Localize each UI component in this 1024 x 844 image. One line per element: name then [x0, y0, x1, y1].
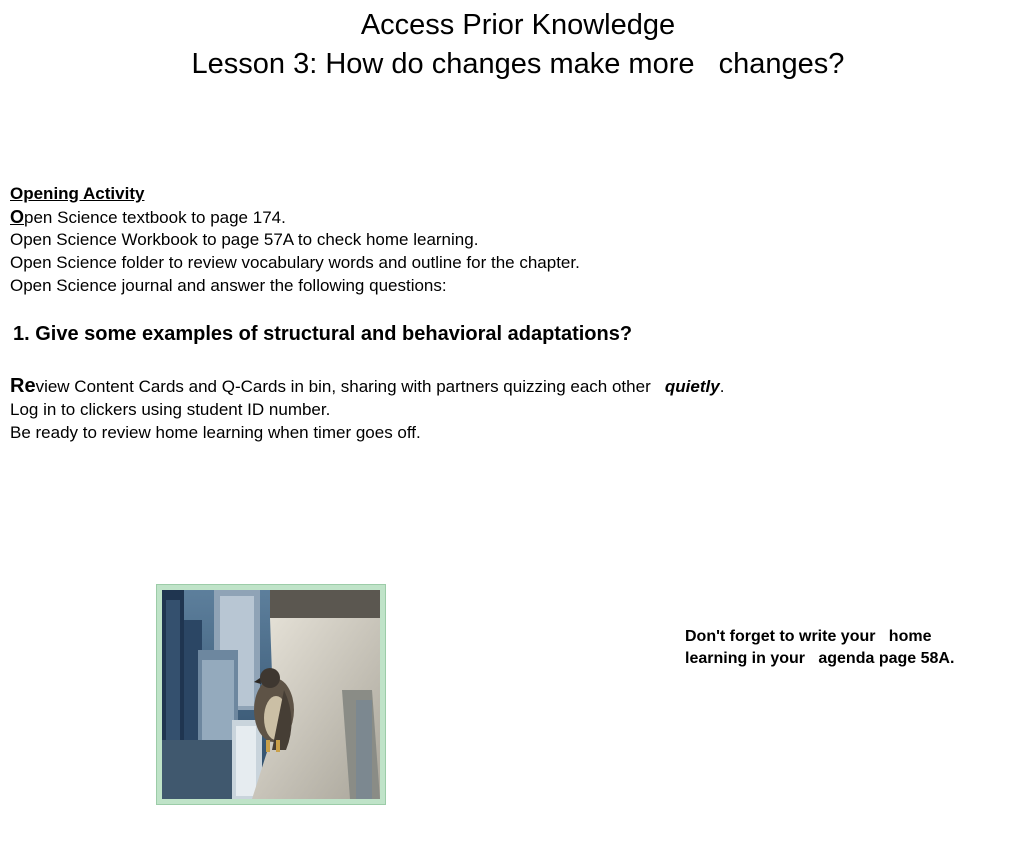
instruction-text: pen Science textbook to page 174. — [24, 208, 286, 227]
lesson-title: Lesson 3: How do changes make more changes? — [191, 48, 845, 80]
instruction-login: Log in to clickers using student ID number. — [10, 400, 331, 419]
instruction-workbook: Open Science Workbook to page 57A to check home learning. — [10, 230, 479, 249]
reminder-line-1: Don't forget to write your home — [685, 628, 932, 645]
instruction-review — [10, 375, 724, 398]
instruction-initial: O — [10, 207, 25, 227]
review-text: view Content Cards and Q-Cards in bin, sharing with partners quizzing each other — [35, 377, 665, 396]
review-initial: Re — [10, 375, 36, 397]
instruction-folder: Open Science folder to review vocabulary words and outline for the chapter. — [10, 253, 580, 272]
opening-activity-heading: Opening Activity — [10, 184, 145, 203]
instruction-ready: Be ready to review home learning when timer goes off. — [10, 423, 421, 442]
reminder-line-2: learning in your agenda page 58A. — [685, 650, 955, 667]
home-learning-reminder — [685, 626, 1015, 670]
page-title: Access Prior Knowledge — [360, 9, 676, 41]
question-1: 1. Give some examples of structural and behavioral adaptations? — [13, 323, 633, 345]
falcon-photo-illustration — [162, 590, 380, 799]
instruction-journal: Open Science journal and answer the following questions: — [10, 276, 447, 295]
instruction-textbook — [10, 206, 286, 229]
review-emphasis: quietly — [664, 377, 720, 396]
falcon-city-photo — [156, 584, 386, 805]
review-end: . — [719, 377, 725, 396]
